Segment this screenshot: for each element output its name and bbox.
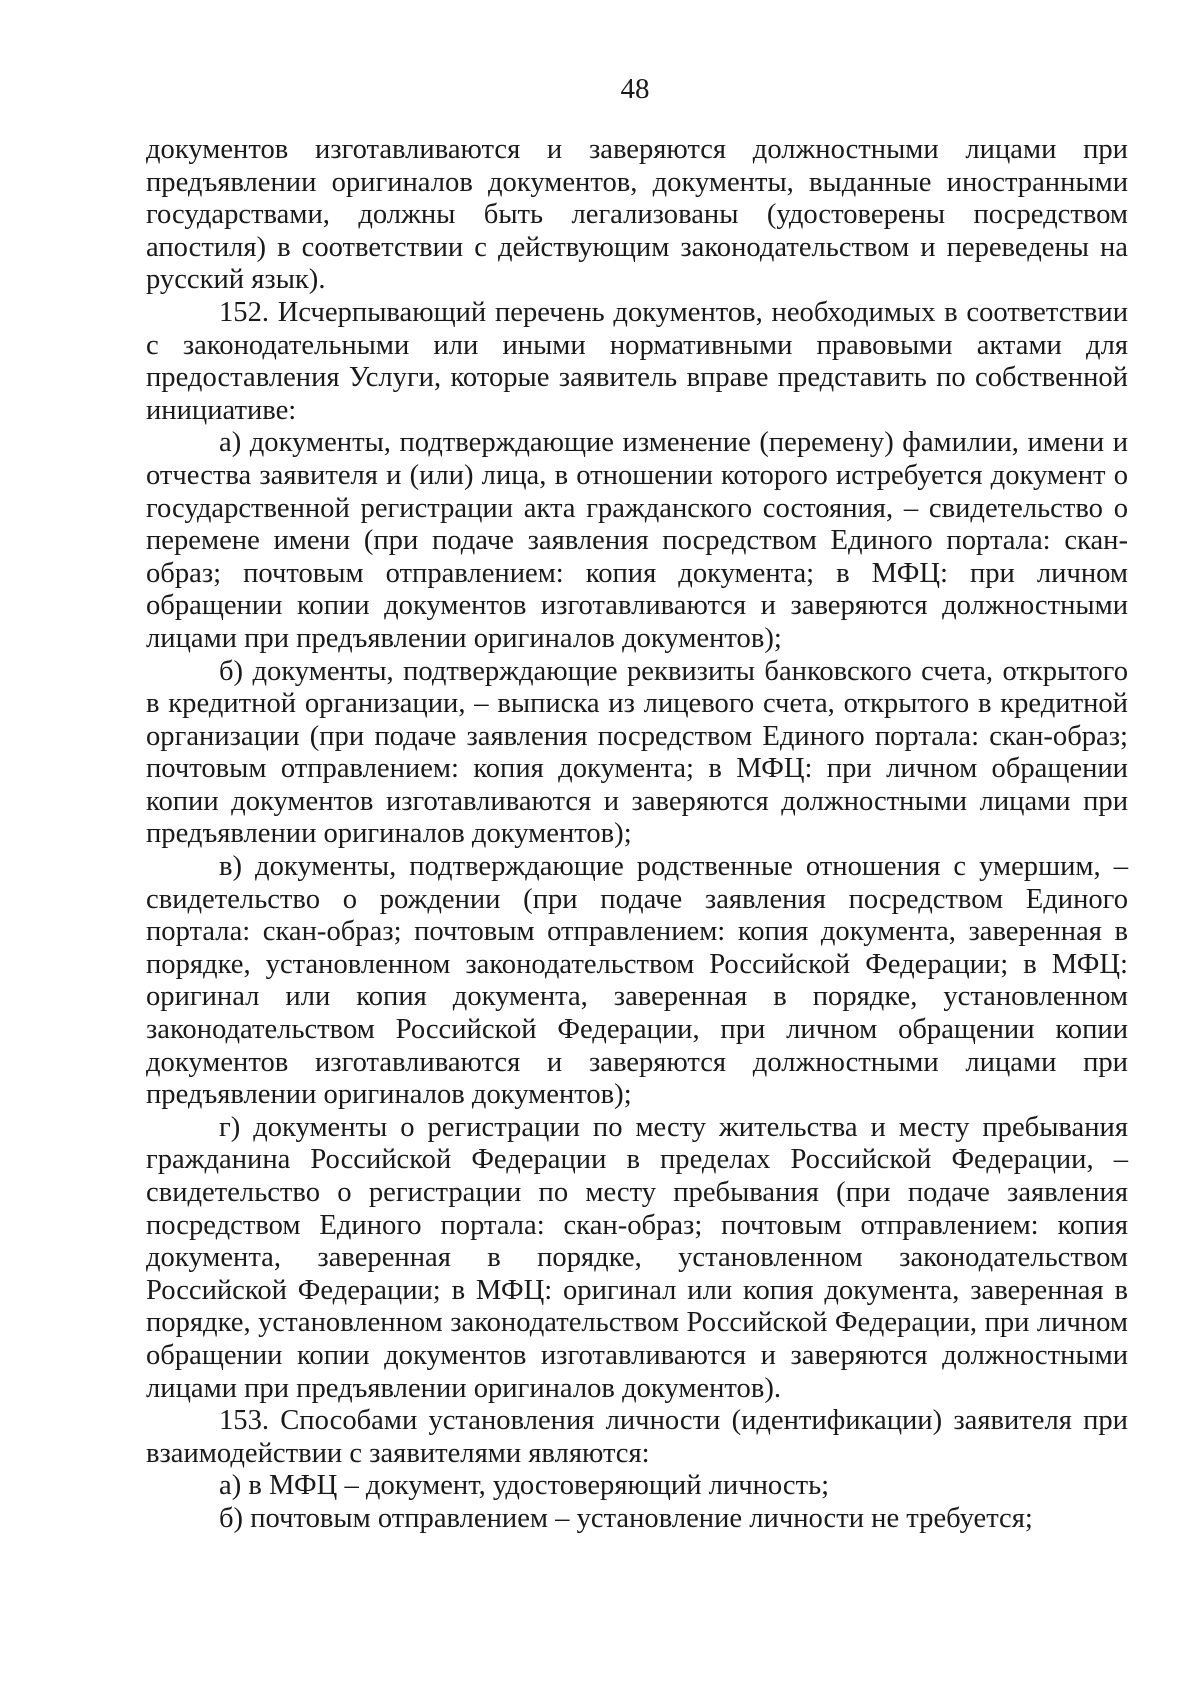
paragraph-152: 152. Исчерпывающий перечень документов, необходимых в соответствии с законодательными или иными нормативными правовыми актами для предоставления Услуги, которые заявитель вправе представить по собственной инициативе: <box>146 296 1128 426</box>
paragraph-152-a: а) документы, подтверждающие изменение (перемену) фамилии, имени и отчества заявителя и (или) лица, в отношении которого истребуется документ о государственной регистрации акта гражданского состояния, – свидетельство о перемене имени (при подаче заявления посредством Единого портала: скан-образ; почтовым отправлением: копия документа; в МФЦ: при личном обращении копии документов изготавливаются и заверяются должностными лицами при предъявлении оригиналов документов); <box>146 427 1128 654</box>
paragraph-152-g: г) документы о регистрации по месту жительства и месту пребывания гражданина Российской Федерации в пределах Российской Федерации, – свидетельство о регистрации по месту пребывания (при подаче заявления посредством Единого портала: скан-образ; почтовым отправлением: копия документа, заверенная в порядке, установленном законодательством Российской Федерации; в МФЦ: оригинал или копия документа, заверенная в порядке, установленном законодательством Российской Федерации, при личном обращении копии документов изготавливаются и заверяются должностными лицами при предъявлении оригиналов документов). <box>146 1111 1128 1404</box>
paragraph-153: 153. Способами установления личности (идентификации) заявителя при взаимодействии с заявителями являются: <box>146 1405 1128 1469</box>
paragraph-152-b: б) документы, подтверждающие реквизиты банковского счета, открытого в кредитной организации, – выписка из лицевого счета, открытого в кредитной организации (при подаче заявления посредством Единого портала: скан-образ; почтовым отправлением: копия документа; в МФЦ: при личном обращении копии документов изготавливаются и заверяются должностными лицами при предъявлении оригиналов документов); <box>146 655 1128 850</box>
page-number: 48 <box>620 73 650 105</box>
paragraph-152-v: в) документы, подтверждающие родственные отношения с умершим, – свидетельство о рождении (при подаче заявления посредством Единого портала: скан-образ; почтовым отправлением: копия документа, заверенная в порядке, установленном законодательством Российской Федерации; в МФЦ: оригинал или копия документа, заверенная в порядке, установленном законодательством Российской Федерации, при личном обращении копии документов изготавливаются и заверяются должностными лицами при предъявлении оригиналов документов); <box>146 851 1128 1111</box>
paragraph-153-a: а) в МФЦ – документ, удостоверяющий личность; <box>219 1470 830 1502</box>
paragraph-153-b: б) почтовым отправлением – установление личности не требуется; <box>219 1502 1033 1534</box>
document-body <box>146 134 1128 1536</box>
paragraph-continuation: документов изготавливаются и заверяются должностными лицами при предъявлении оригиналов документов, документы, выданные иностранными государствами, должны быть легализованы (удостоверены посредством апостиля) в соответствии с действующим законодательством и переведены на русский язык). <box>146 134 1128 296</box>
